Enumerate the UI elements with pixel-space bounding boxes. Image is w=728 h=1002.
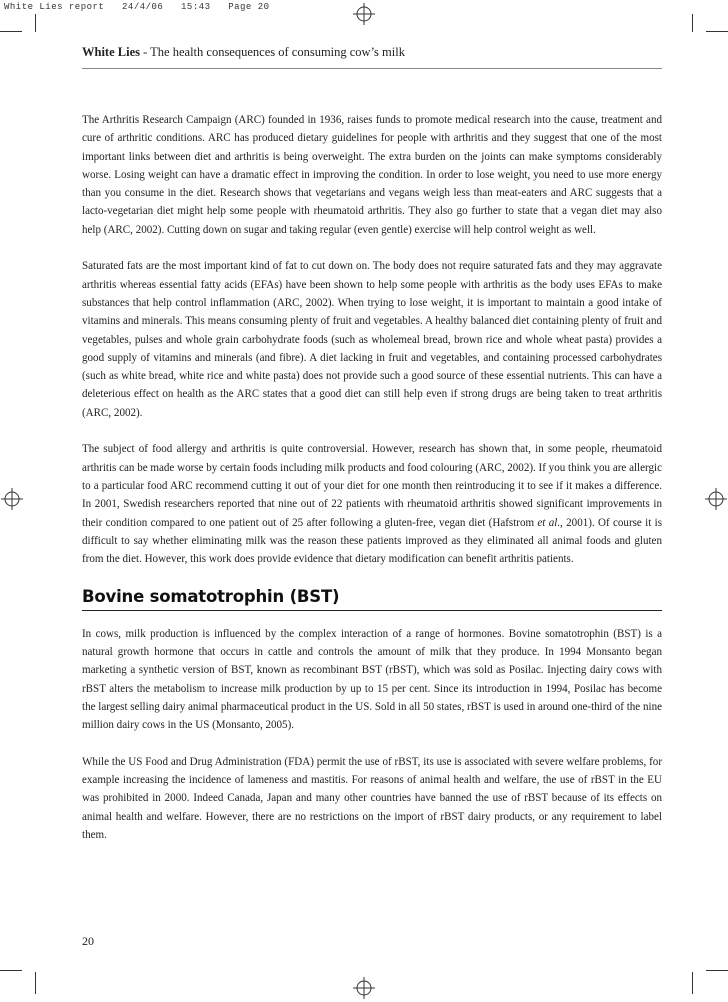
crop-mark-top-right-v bbox=[692, 14, 693, 32]
crop-mark-bottom-left-v bbox=[35, 972, 36, 994]
header-rule bbox=[82, 68, 662, 69]
print-slug: White Lies report 24/4/06 15:43 Page 20 bbox=[4, 2, 270, 12]
registration-mark-icon bbox=[1, 488, 23, 510]
running-head bbox=[82, 45, 405, 60]
running-head-subtitle: The health consequences of consuming cow’s milk bbox=[150, 45, 405, 59]
paragraph-bst-intro: In cows, milk production is influenced by the complex interaction of a range of hormones. Bovine somatotrophin (BST) is a natural growth hormone that occurs in cattle and controls the amount of milk that they produce. In 1994 Monsanto began marketing a synthetic version of BST, known as recombinant BST (rBST), which was sold as Posilac. Injecting dairy cows with rBST alters the metabolism to increase milk production by up to 15 per cent. Since its introduction in 1994, Posilac has become the largest selling dairy animal pharmaceutical product in the US. Sold in all 50 states, rBST is used in around one-third of the nine million dairy cows in the US (Monsanto, 2005). bbox=[82, 627, 662, 732]
crop-mark-top-left-h bbox=[0, 31, 22, 32]
registration-mark-icon bbox=[353, 977, 375, 999]
crop-mark-bottom-right-v bbox=[692, 972, 693, 994]
crop-mark-top-left-v bbox=[35, 14, 36, 32]
citation-italic: et al bbox=[537, 516, 558, 529]
section-heading: Bovine somatotrophin (BST) bbox=[82, 587, 662, 611]
running-head-separator: - bbox=[139, 45, 151, 59]
paragraph-text: The subject of food allergy and arthritis is quite controversial. However, research has shown that, in some people, rheumatoid arthritis can be made worse by certain foods including milk products and food colouring (ARC, 2002). If you think you are allergic to a particular food ARC recommend cutting it out of your diet for one month then reintroducing it to see if it makes a difference. In 2001, Swedish researchers reported that nine out of 22 patients with rheumatoid arthritis showed significant improvements in their condition compared to one patient out of 25 after following a gluten-free, vegan diet (Hafstrom bbox=[82, 443, 662, 529]
paragraph-saturated-fats: Saturated fats are the most important kind of fat to cut down on. The body does not require saturated fats and they may aggravate arthritis whereas essential fatty acids (EFAs) have been shown to help some people with arthritis as the body uses EFAs to make substances that help control inflammation (ARC, 2002). When trying to lose weight, it is important to maintain a good intake of vitamins and minerals. This means consuming plenty of fruit and vegetables. A healthy balanced diet containing plenty of fruit and vegetables, pulses and whole grain carbohydrate foods (such as wholemeal bread, brown rice and whole wheat pasta) provides a good supply of vitamins and minerals (and fibre). A diet lacking in fruit and vegetables, and containing processed carbohydrates (such as white bread, white rice and white pasta) does not provide such a good source of these essential nutrients. This can have a deleterious effect on health as the ARC states that a good diet can still help even if strong drugs are being taken to treat arthritis (ARC, 2002). bbox=[82, 260, 662, 419]
paragraph-bst-welfare: While the US Food and Drug Administration (FDA) permit the use of rBST, its use is associated with severe welfare problems, for example increasing the incidence of lameness and mastitis. For reasons of animal health and welfare, the use of rBST in the EU was prohibited in 2000. Indeed Canada, Japan and many other countries have banned the use of rBST because of its effects on animal health and welfare. However, there are no restrictions on the import of rBST dairy products, or any requirement to label them. bbox=[82, 755, 662, 841]
paragraph-arthritis-research: The Arthritis Research Campaign (ARC) founded in 1936, raises funds to promote medical research into the cause, treatment and cure of arthritic conditions. ARC has produced dietary guidelines for people with arthritis and they suggest that one of the most important links between diet and arthritis is being overweight. The extra burden on the joints can make symptoms considerably worse. Losing weight can have a dramatic effect in improving the condition. In order to lose weight, you need to use more energy than you consume in the diet. Research shows that vegetarians and vegans weigh less than meat-eaters and ARC suggests that a lacto-vegetarian diet might help some people with rheumatoid arthritis. They also go further to state that a vegan diet may also help (ARC, 2002). Cutting down on sugar and taking regular (even gentle) exercise will help control weight as well. bbox=[82, 114, 662, 236]
paragraph-food-allergy bbox=[82, 440, 662, 568]
registration-mark-icon bbox=[705, 488, 727, 510]
page-number: 20 bbox=[82, 934, 94, 948]
article-body bbox=[82, 111, 662, 863]
registration-mark-icon bbox=[353, 3, 375, 25]
crop-mark-top-right-h bbox=[706, 31, 728, 32]
crop-mark-bottom-right-h bbox=[706, 970, 728, 971]
paragraph-text: ., 2001). Of course it is difficult to say whether eliminating milk was the reason these patients improved as they eliminated all animal foods and gluten from the diet. However, this work does provide evidence that dietary modification can benefit arthritis patients. bbox=[82, 516, 662, 566]
running-head-title: White Lies bbox=[82, 45, 140, 59]
crop-mark-bottom-left-h bbox=[0, 970, 22, 971]
